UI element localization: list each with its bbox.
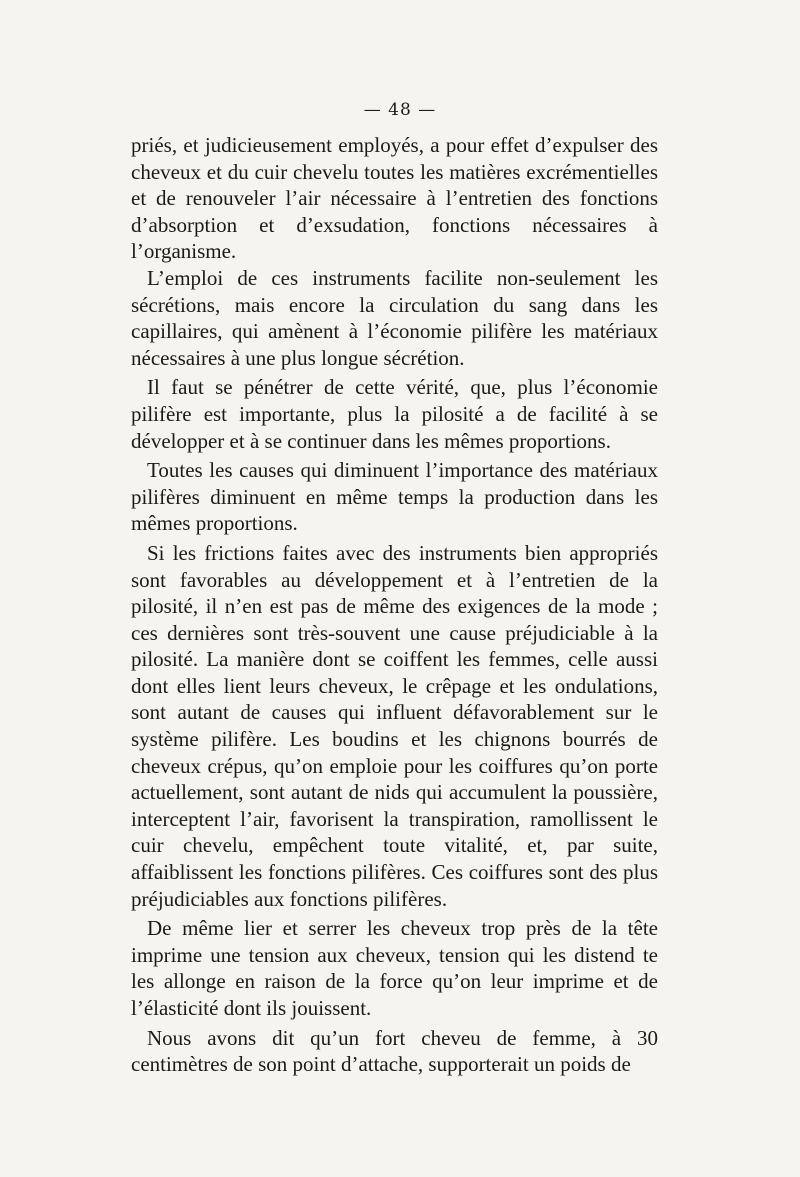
paragraph: Nous avons dit qu’un fort cheveu de femme, à 30 centimètres de son point d’attache, supporterait un poids de bbox=[131, 1025, 658, 1077]
paragraph: Si les frictions faites avec des instruments bien appropriés sont favorables au développement et à l’entretien de la pilosité, il n’en est pas de même des exigences de la mode ; ces dernières sont très-souvent une cause préjudiciable à la pilosité. La manière dont se coiffent les femmes, celle aussi dont elles lient leurs cheveux, le crêpage et les ondulations, sont autant de causes qui influent défavorablement sur le système pilifère. Les boudins et les chignons bourrés de cheveux crépus, qu’on emploie pour les coiffures qu’on porte actuellement, sont autant de nids qui accumulent la poussière, interceptent l’air, favorisent la transpiration, ramollissent le cuir chevelu, empêchent toute vitalité, et, par suite, affaiblissent les fonctions pilifères. Ces coiffures sont des plus préjudiciables aux fonctions pilifères. bbox=[131, 540, 658, 911]
paragraph: De même lier et serrer les cheveux trop près de la tête imprime une tension aux cheveux, tension qui les distend te les allonge en raison de la force qu’on leur imprime et de l’élasticité dont ils jouissent. bbox=[131, 916, 658, 1020]
paragraph: L’emploi de ces instruments facilite non-seulement les sécrétions, mais encore la circulation du sang dans les capillaires, qui amènent à l’économie pilifère les matériaux nécessaires à une plus longue sécrétion. bbox=[131, 265, 658, 370]
paragraph-continuation: priés, et judicieusement employés, a pour effet d’expulser des cheveux et du cuir chevelu toutes les matières excrémentielles et de renouveler l’air nécessaire à l’entretien des fonctions d’absorption et d’exsudation, fonctions nécessaires à l’organisme. bbox=[131, 133, 658, 264]
page-number: — 48 — bbox=[363, 100, 437, 120]
paragraph: Il faut se pénétrer de cette vérité, que, plus l’économie pilifère est importante, plus la pilosité a de facilité à se développer et à se continuer dans les mêmes proportions. bbox=[131, 375, 658, 453]
page-text bbox=[131, 132, 658, 1078]
paragraph: Toutes les causes qui diminuent l’importance des matériaux pilifères diminuent en même temps la production dans les mêmes proportions. bbox=[131, 458, 658, 536]
